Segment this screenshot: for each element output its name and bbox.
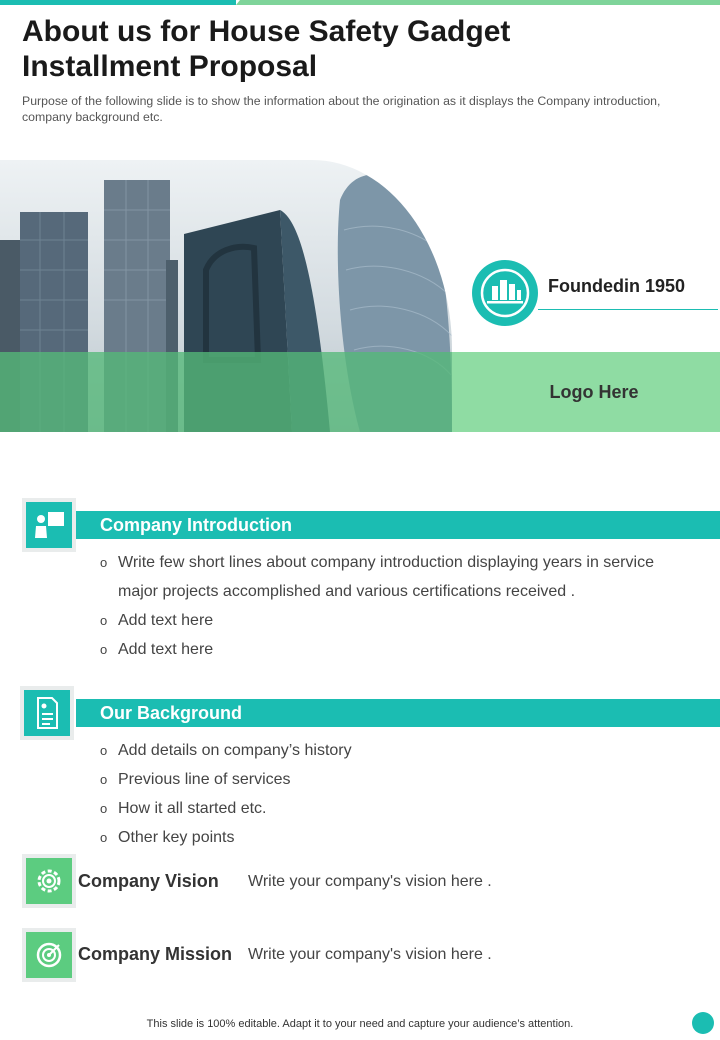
company-vision-text: Write your company's vision here . (248, 873, 492, 890)
top-accent-bar-green (236, 0, 720, 5)
our-background-title: Our Background (100, 703, 243, 723)
list-item: o Add details on company’s history (100, 742, 352, 759)
list-item: o Write few short lines about company introduction displaying years in service major projects accomplished and various certifications received . (100, 554, 654, 600)
page-subtitle: Purpose of the following slide is to show the information about the origination as it displays the Company introduction, company background etc. (22, 94, 661, 124)
company-vision-label: Company Vision (78, 871, 219, 891)
list-item: o Previous line of services (100, 771, 291, 788)
background-icon-box (20, 686, 74, 740)
company-intro-title: Company Introduction (100, 515, 292, 535)
founded-label: Foundedin 1950 (548, 276, 686, 296)
our-background-list (100, 736, 680, 852)
company-mission-label: Company Mission (78, 944, 233, 964)
company-intro-list (100, 548, 680, 664)
presenter-icon (26, 502, 72, 548)
company-mission-text: Write your company's vision here . (248, 946, 492, 963)
our-background-header (76, 699, 720, 727)
hero-green-overlay (0, 352, 452, 432)
list-item: o How it all started etc. (100, 800, 267, 817)
target-icon (26, 932, 72, 978)
footer-note: This slide is 100% editable. Adapt it to your need and capture your audience’s attention. (146, 1018, 574, 1030)
vision-icon-box (22, 854, 76, 908)
logo-placeholder: Logo Here (549, 382, 639, 402)
mission-icon-box (22, 928, 76, 982)
company-intro-header (76, 511, 720, 539)
top-accent-bar-teal (0, 0, 236, 5)
intro-icon-box (22, 498, 76, 552)
founded-underline (538, 309, 718, 310)
list-item: o Other key points (100, 829, 235, 846)
building-icon (472, 260, 538, 326)
corner-dot (692, 1012, 714, 1034)
list-item: o Add text here (100, 641, 214, 658)
page-title: About us for House Safety Gadget Installment Proposal (22, 15, 511, 83)
list-item: o Add text here (100, 612, 214, 629)
gear-eye-icon (26, 858, 72, 904)
document-icon (24, 690, 70, 736)
